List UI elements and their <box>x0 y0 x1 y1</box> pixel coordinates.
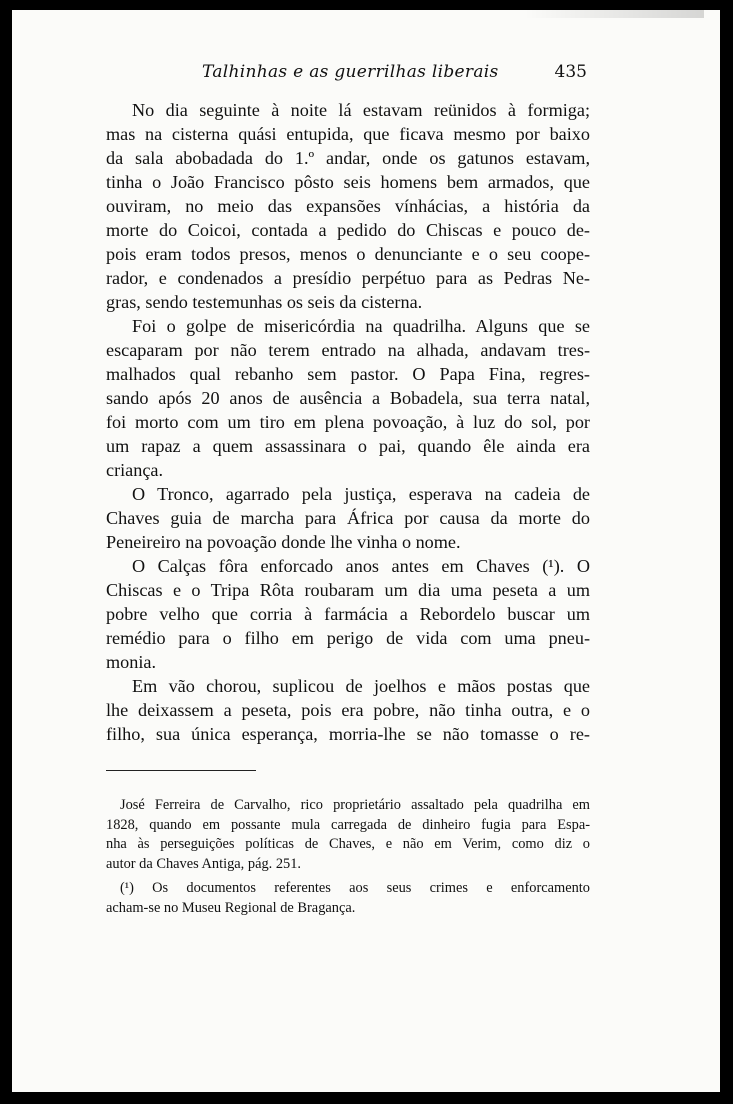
text-line: ouviram, no meio das expansões vínhácias, a história da <box>106 196 590 216</box>
text-line: gras, sendo testemunhas os seis da cisterna. <box>106 292 423 312</box>
text-line: rador, e condenados a presídio perpétuo para as Pedras Ne- <box>106 268 590 288</box>
text-line: pois eram todos presos, menos o denunciante e o seu coope- <box>106 244 590 264</box>
text-line: No dia seguinte à noite lá estavam reünidos à formiga; <box>132 100 590 120</box>
body-text <box>106 98 590 746</box>
running-title: Talhinhas e as guerrilhas liberais <box>202 62 499 82</box>
scan-smudge <box>524 10 704 18</box>
text-line: monia. <box>106 652 157 672</box>
text-line: pobre velho que corria à farmácia a Rebordelo buscar um <box>106 604 590 624</box>
footnote-line: autor da Chaves Antiga, pág. 251. <box>106 855 302 872</box>
footnote-line: acham-se no Museu Regional de Bragança. <box>106 899 356 916</box>
footnote-line: José Ferreira de Carvalho, rico proprietário assaltado pela quadrilha em <box>120 797 590 813</box>
text-line: Chaves guia de marcha para África por causa da morte do <box>106 508 590 528</box>
paragraph <box>106 98 590 314</box>
text-line: foi morto com um tiro em plena povoação, à luz do sol, por <box>106 412 590 432</box>
footnote <box>106 879 590 918</box>
text-line: Em vão chorou, suplicou de joelhos e mãos postas que <box>132 676 590 696</box>
text-line: morte do Coicoi, contada a pedido do Chiscas e pouco de- <box>106 220 590 240</box>
text-line: criança. <box>106 460 164 480</box>
running-head <box>107 62 587 88</box>
footnote <box>106 796 590 874</box>
text-line: sando após 20 anos de ausência a Bobadela, sua terra natal, <box>106 388 590 408</box>
text-line: remédio para o filho em perigo de vida com uma pneu- <box>106 628 590 648</box>
text-line: da sala abobadada do 1.º andar, onde os gatunos estavam, <box>106 148 590 168</box>
footnotes <box>106 796 590 918</box>
paragraph <box>106 482 590 554</box>
text-line: filho, sua única esperança, morria-lhe se não tomasse o re- <box>106 724 590 744</box>
text-line: lhe deixassem a peseta, pois era pobre, não tinha outra, e o <box>106 700 590 720</box>
text-line: O Calças fôra enforcado anos antes em Chaves (¹). O <box>132 556 590 576</box>
text-line: tinha o João Francisco pôsto seis homens bem armados, que <box>106 172 590 192</box>
footnote-line: 1828, quando em possante mula carregada de dinheiro fugia para Espa- <box>106 816 590 833</box>
text-line: Peneireiro na povoação donde lhe vinha o nome. <box>106 532 461 552</box>
footnote-line: nha às perseguições políticas de Chaves, e não em Verim, como diz o <box>106 836 590 852</box>
text-line: Chiscas e o Tripa Rôta roubaram um dia uma peseta a um <box>106 580 590 600</box>
paragraph <box>106 554 590 674</box>
book-page <box>12 10 720 1092</box>
text-line: O Tronco, agarrado pela justiça, esperava na cadeia de <box>132 484 590 504</box>
footnote-divider <box>106 770 256 771</box>
text-line: malhados qual rebanho sem pastor. O Papa Fina, regres- <box>106 364 590 384</box>
page-number: 435 <box>554 62 587 82</box>
paragraph <box>106 314 590 482</box>
text-line: mas na cisterna quási entupida, que ficava mesmo por baixo <box>106 124 590 144</box>
text-line: um rapaz a quem assassinara o pai, quando êle ainda era <box>106 436 590 456</box>
text-line: escaparam por não terem entrado na alhada, andavam tres- <box>106 340 590 360</box>
paragraph <box>106 674 590 746</box>
text-line: Foi o golpe de misericórdia na quadrilha. Alguns que se <box>132 316 590 336</box>
footnote-line: (¹) Os documentos referentes aos seus crimes e enforcamento <box>120 880 590 896</box>
